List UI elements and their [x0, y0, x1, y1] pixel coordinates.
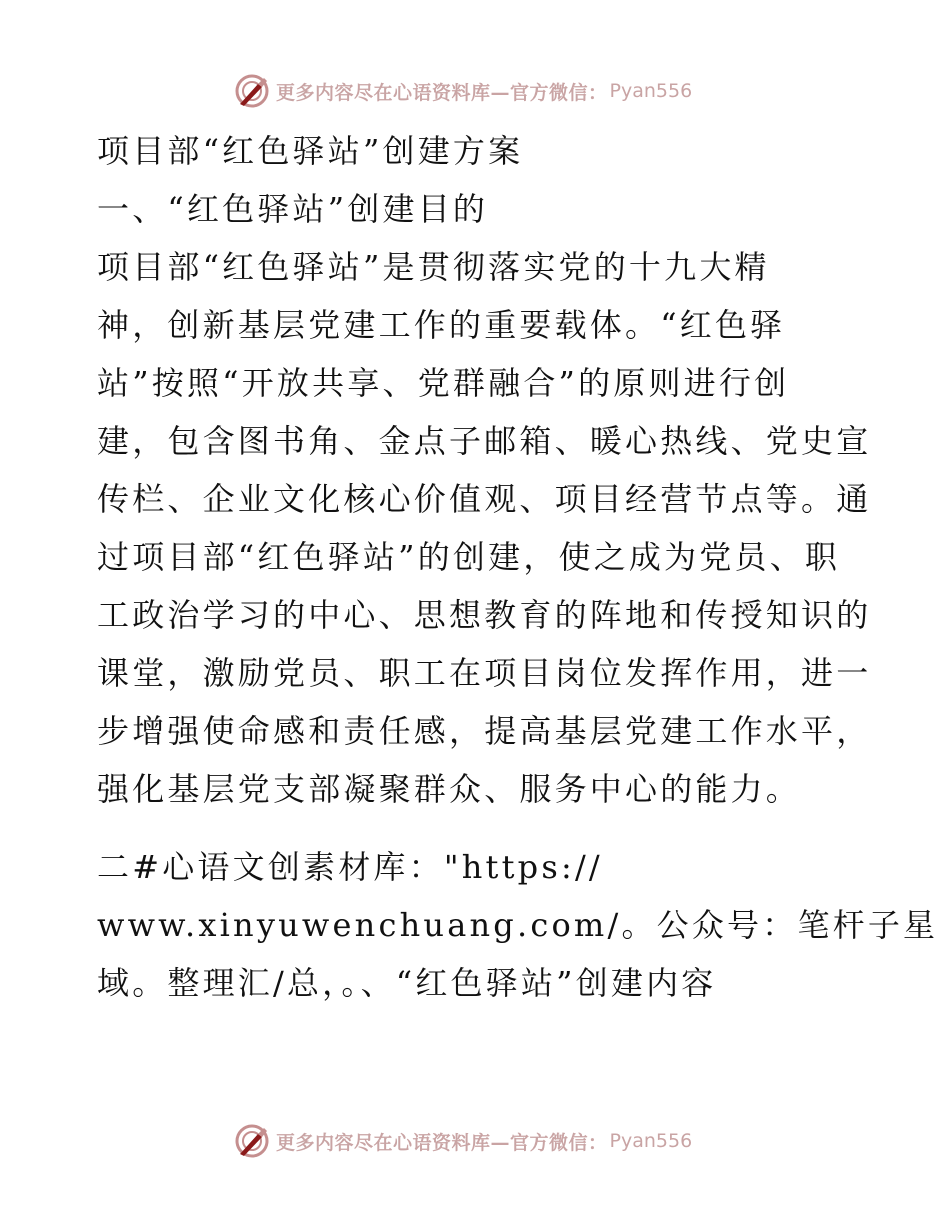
footer-watermark-banner: [234, 1121, 692, 1161]
footer-banner-wechat-id: Pyan556: [609, 1130, 693, 1152]
footer-banner-text: 更多内容尽在心语资料库—官方微信：: [276, 1131, 608, 1154]
header-banner-text: 更多内容尽在心语资料库—官方微信：: [276, 81, 608, 104]
paragraph-1: [97, 238, 872, 818]
document-title: 项目部“红色驿站”创建方案: [97, 132, 524, 170]
section-1-heading: 一、“红色驿站”创建目的: [97, 190, 489, 228]
paragraph-line: 项目部“红色驿站”是贯彻落实党的十九大精: [97, 248, 770, 286]
document-body: [97, 122, 939, 1012]
paragraph-line: 神，创新基层党建工作的重要载体。“红色驿: [97, 306, 786, 344]
paragraph-line: 课堂，激励党员、职工在项目岗位发挥作用，进一: [97, 654, 872, 692]
section-2-line: 域。整理汇/总，。、“红色驿站”创建内容: [97, 964, 717, 1002]
paragraph-line: 过项目部“红色驿站”的创建，使之成为党员、职: [97, 538, 841, 576]
paragraph-line: 工政治学习的中心、思想教育的阵地和传授知识的: [97, 596, 872, 634]
paragraph-line: 强化基层党支部凝聚群众、服务中心的能力。: [97, 770, 802, 808]
pen-logo-icon: [234, 73, 270, 109]
section-2-block: [97, 838, 939, 1012]
header-watermark-banner: [234, 71, 692, 111]
paragraph-line: 传栏、企业文化核心价值观、项目经营节点等。通: [97, 480, 872, 518]
pen-logo-icon: [234, 1123, 270, 1159]
paragraph-line: 站”按照“开放共享、党群融合”的原则进行创: [97, 364, 790, 402]
paragraph-line: 建，包含图书角、金点子邮箱、暖心热线、党史宣: [97, 422, 872, 460]
header-banner-wechat-id: Pyan556: [609, 80, 693, 102]
section-2-line: 二#心语文创素材库："https://: [97, 848, 603, 886]
section-2-line: www.xinyuwenchuang.com/。公众号：笔杆子星: [97, 906, 939, 944]
paragraph-line: 步增强使命感和责任感，提高基层党建工作水平，: [97, 712, 872, 750]
